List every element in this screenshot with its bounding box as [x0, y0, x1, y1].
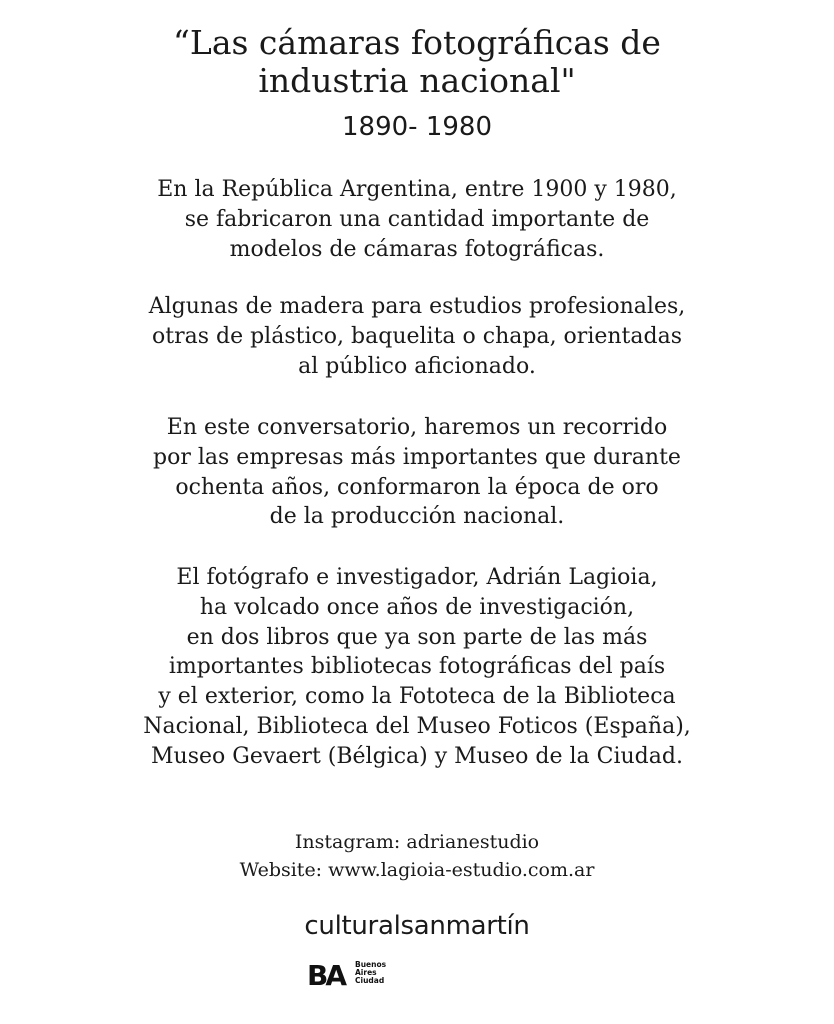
text-line: ha volcado once años de investigación, [199, 594, 635, 620]
event-title [0, 24, 834, 100]
text-line: En este conversatorio, haremos un recorrido [166, 415, 668, 440]
text-line: por las empresas más importantes que durante [153, 444, 681, 470]
logo-text-line: Aires [355, 968, 377, 977]
text-line: En la República Argentina, entre 1900 y 1980, [157, 177, 677, 202]
text-line: y el exterior, como la Fototeca de la Biblioteca [158, 684, 676, 710]
cultural-san-martin-logo: culturalsanmartín [304, 911, 530, 941]
text-line: ochenta años, conformaron la época de oro [175, 474, 659, 500]
text-line: otras de plástico, baquelita o chapa, orientadas [151, 323, 682, 349]
event-years: 1890- 1980 [342, 112, 492, 142]
ba-logo-mark: BA [307, 959, 345, 988]
conversatorio-paragraph [0, 413, 834, 532]
buenos-aires-ciudad-logo [307, 958, 397, 988]
intro-paragraph [0, 175, 834, 264]
title-line: “Las cámaras fotográficas de [173, 23, 661, 62]
materials-paragraph [0, 292, 834, 381]
author-paragraph [0, 563, 834, 772]
text-line: se fabricaron una cantidad importante de [184, 206, 650, 232]
instagram-handle: Instagram: adrianestudio [294, 831, 540, 853]
text-line: al público aficionado. [298, 353, 536, 379]
text-line: de la producción nacional. [269, 504, 565, 530]
text-line: Nacional, Biblioteca del Museo Foticos (España), [143, 713, 691, 739]
contact-block [0, 828, 834, 884]
text-line: El fotógrafo e investigador, Adrián Lagioia, [176, 565, 658, 590]
logo-text-line: Ciudad [355, 976, 385, 985]
text-line: en dos libros que ya son parte de las más [186, 624, 648, 650]
website-url: Website: www.lagioia-estudio.com.ar [239, 859, 595, 881]
title-line: industria nacional" [258, 61, 576, 100]
text-line: Museo Gevaert (Bélgica) y Museo de la Ciudad. [151, 743, 683, 769]
text-line: modelos de cámaras fotográficas. [229, 236, 605, 262]
logo-text-line: Buenos [355, 960, 387, 969]
text-line: importantes bibliotecas fotográficas del país [168, 654, 666, 680]
text-line: Algunas de madera para estudios profesionales, [148, 294, 686, 319]
